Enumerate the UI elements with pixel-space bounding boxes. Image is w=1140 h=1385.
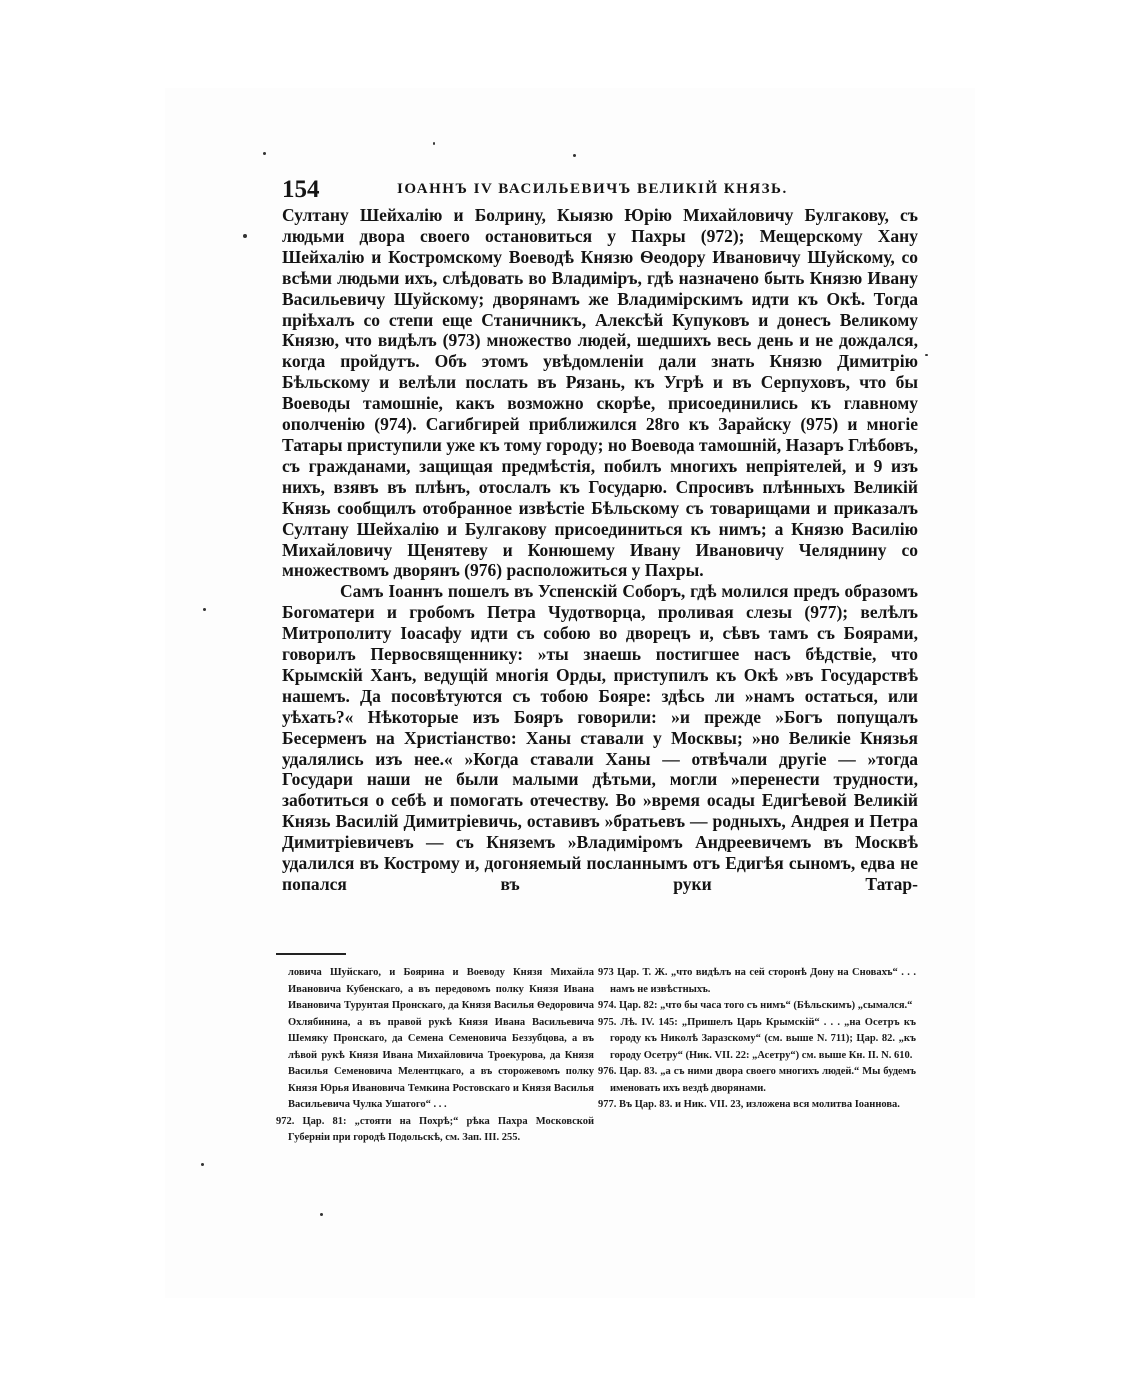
scan-speck [320,1213,323,1216]
scan-speck [263,152,266,155]
scan-speck [925,354,928,356]
footnotes-left-column [276,965,594,1147]
footnote: 972. Цар. 81: „стояти на Похрѣ;“ рѣка Пахра Московской Губерніи при городѣ Подольскѣ, см. Зап. III. 255. [276,1115,594,1143]
footnote: 975. Лѣ. IV. 145: „Пришелъ Царь Крымскій“ . . . „на Осетръ къ городу къ Николѣ Зарaзскому“ (см. выше N. 711); Цар. 82. „къ городу Осетру“ (Ник. VII. 22: „Асетру“) см. выше Кн. II. N. 610. [598,1016,916,1061]
scan-speck [243,234,247,238]
footnote: 977. Въ Цар. 83. и Ник. VII. 23, изложена вся молитва Іоаннова. [598,1099,900,1110]
footnote: ловича Шуйскаго, и Боярина и Воеводу Князя Михайла Ивановича Кубенскаго, а въ передовомъ полку Князя Ивана Ивановича Турунтая Пронскаго, да Князя Василья Ѳедоровича Охлябинина, а въ правой рукѣ Князя Ивана Васильевича Шемяку Пронскаго, да Семена Семеновича Беззубцова, а въ лѣвой рукѣ Князя Ивана Михайловича Троекурова, да Князя Василья Семеновича Мелентцкаго, а въ сторожевомъ полку Князя Юрья Ивановича Темкина Ростовскаго и Князя Василья Васильевича Чулка Ушатого“ . . . [288,967,594,1110]
running-head: ІОАННЪ IV ВАСИЛЬЕВИЧЪ ВЕЛИКІЙ КНЯЗЬ. [397,181,788,197]
footnotes-right-column [598,965,916,1114]
scan-speck [201,1163,204,1166]
scan-speck [433,142,435,145]
footnote: 974. Цар. 82: „что бы часа того съ нимъ“ (Бѣльскимъ) „сымался.“ [598,1000,913,1011]
footnote: 973 Цар. Т. Ж. „что видѣлъ на сей сторонѣ Дону на Сновахъ“ . . . намъ не извѣстныхъ. [598,967,916,995]
scan-speck [573,154,576,157]
body-paragraph: Самъ Іоаннъ пошелъ въ Успенскій Соборъ, гдѣ молился предъ образомъ Богоматери и гробомъ Петра Чудотворца, проливая слезы (977); велѣлъ Митрополиту Іоасафу идти съ собою во дворецъ и, сѣвъ тамъ съ Боярами, говорилъ Первосвященнику: »ты знаешь постигшее насъ бѣдствіе, что Крымскій Ханъ, ведущій многія Орды, приступилъ къ Окѣ »въ Государствѣ нашемъ. Да посовѣтуются съ тобою Бояре: здѣсь ли »намъ остаться, или уѣхать?« Нѣкоторые изъ Бояръ говорили: »и прежде »Богъ попущалъ Бесерменъ на Христіанство: Ханы ставали у Москвы; »но Великіе Князья удалялись изъ нее.« »Когда ставали Ханы — отвѣчали другіе — »тогда Государи наши не были малыми дѣтьми, могли »перенести трудности, заботиться о себѣ и помогать отечеству. Во »время осады Едигѣевой Великій Князь Василій Димитріевичь, оставивъ »братьевъ — родныхъ, Андрея и Петра Димитріевичевъ — съ Княземъ »Владиміромъ Андреевичемъ въ Москвѣ удалился въ Кострому и, догоняемый посланнымъ отъ Едигѣя сыномъ, едва не попался въ руки Татар- [282,581,918,894]
footnote: 976. Цар. 83. „а съ ними двора своего многихъ людей.“ Мы будемъ именовать ихъ вездѣ дворянами. [598,1066,916,1094]
main-text [282,205,918,895]
scan-speck [203,608,206,611]
page-header [282,176,788,206]
body-paragraph: Султану Шейхалію и Болрину, Кыязю Юрію Михайловичу Булгакову, съ людьми двора своего остановиться у Пахры (972); Мещерскому Хану Шейхалію и Костромскому Воеводѣ Князю Ѳеодору Ивановичу Шуйскому, со всѣми людьми ихъ, слѣдовать во Владиміръ, гдѣ назначено быть Князю Ивану Васильевичу Шуйскому; дворянамъ же Владимірскимъ идти къ Окѣ. Тогда пріѣхалъ со степи еще Станичникъ, Алексѣй Купуковъ и донесъ Великому Князю, что видѣлъ (973) множество людей, шедшихъ весь день и не дождался, когда пройдутъ. Объ этомъ увѣдомленіи дали знать Князю Димитрію Бѣльскому и велѣли послать въ Рязань, къ Угрѣ и въ Серпуховъ, что бы Воеводы тамошніе, какъ возможно скорѣе, присоединились къ главному ополченію (974). Сагибгирей приближился 28го къ Зарайску (975) и многіе Татары приступили уже къ тому городу; но Воевода тамошній, Назаръ Глѣбовъ, съ гражданами, защищая предмѣстія, побилъ многихъ непріятелей, и 9 изъ нихъ, взявъ въ плѣнъ, отослалъ къ Государю. Спросивъ плѣнныхъ Великій Князь сообщилъ отобранное извѣстіе Бѣльскому съ товарищами и приказалъ Султану Шейхалію и Булгакову присоединиться къ нимъ; а Князю Василію Михайловичу Щенятеву и Конюшему Ивану Ивановичу Челяднину со множествомъ дворянъ (976) расположиться у Пахры. [282,205,918,581]
footnote-rule [276,953,346,955]
page-number: 154 [282,176,320,203]
